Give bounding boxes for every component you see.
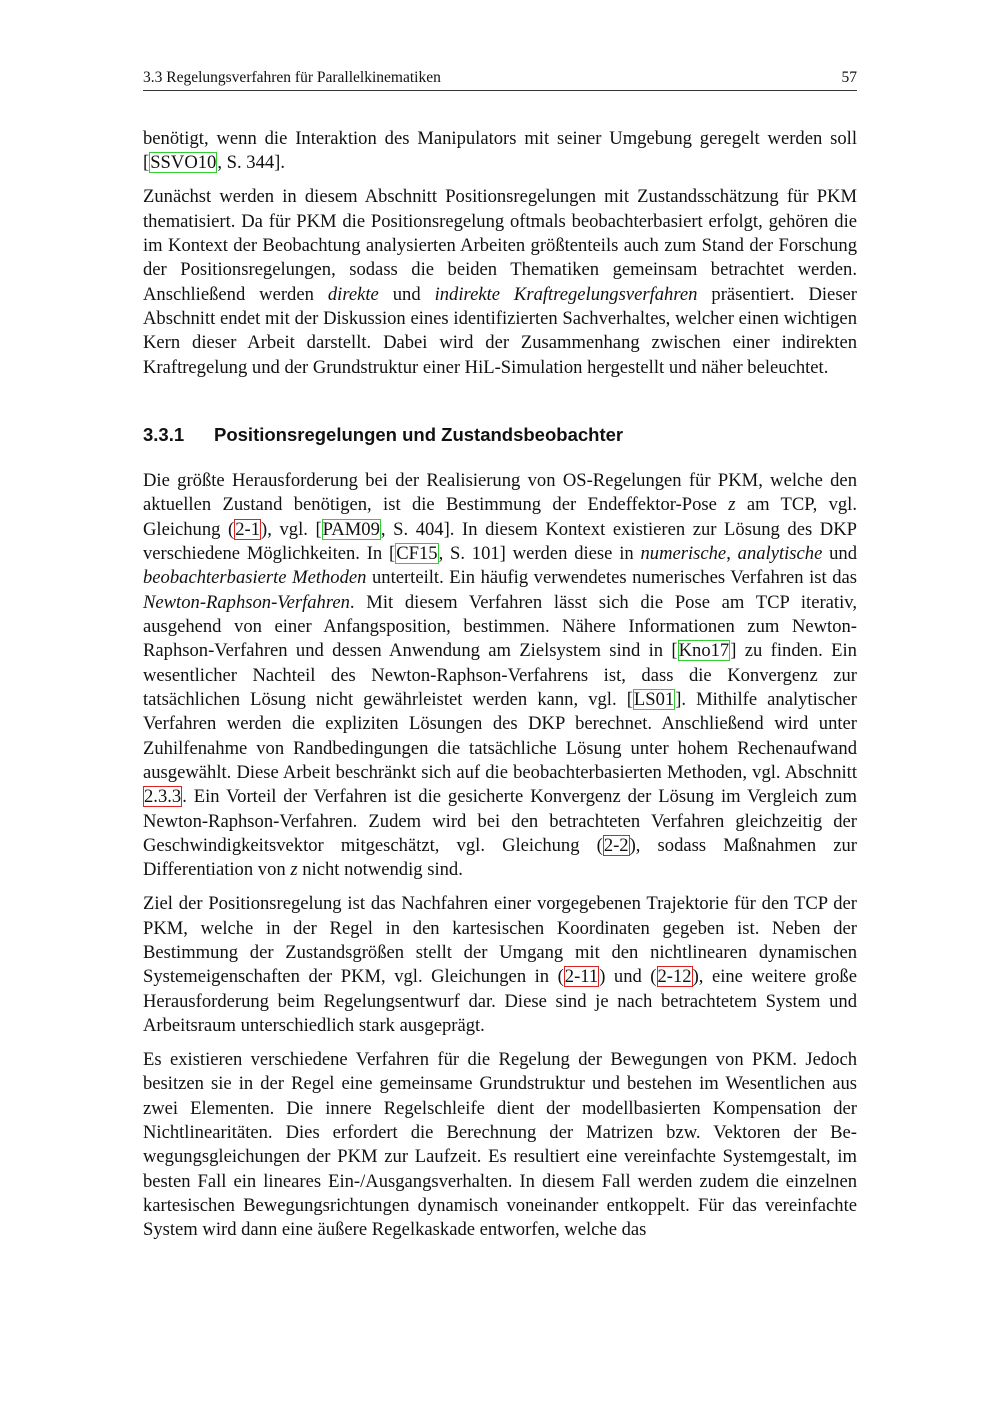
section-heading bbox=[143, 423, 857, 469]
emphasis: analytische bbox=[737, 542, 823, 564]
text-run: , S. 344]. bbox=[217, 152, 286, 174]
text-run: . Ein Vorteil der Verfahren ist die gesicherte Konvergenz der Lösung im Vergleich zum Newton-Raphson-Verfahren. Zudem wird bei den betrachteten Verfahren gleichzeitig der Geschwindigkeitsvektor mitgeschätzt, vgl. Gleichung ( bbox=[143, 786, 857, 857]
paragraph-2 bbox=[143, 185, 857, 380]
section-number: 3.3.1 bbox=[143, 423, 185, 445]
text-run: , S. 404]. In diesem Kontext existieren zur Lösung des DKP verschiedene Möglichkeiten. In [ bbox=[143, 518, 857, 564]
paragraph-3 bbox=[143, 469, 857, 883]
text-run: nicht notwendig sind. bbox=[297, 859, 463, 881]
running-head-title: 3.3 Regelungsverfahren für Parallelkinematiken bbox=[143, 69, 441, 86]
emphasis: beobachterbasierte Methoden bbox=[143, 567, 367, 589]
text-run: ] zu finden. Ein wesentlicher Nachteil des Newton-Raphson-Verfahrens ist, dass die Konvergenz zur tatsächlichen Lösung nicht gewährleistet werden kann, vgl. [ bbox=[143, 640, 857, 711]
text-run: . Mit diesem Verfahren lässt sich die Pose am TCP iterativ, ausgehend von einer Anfangsposition, bestimmen. Nähere Informationen zum Newton-Raphson-Verfahren und dessen Anwendung am Zielsystem sind in [ bbox=[143, 591, 857, 662]
paragraph-5 bbox=[143, 1048, 857, 1243]
text-run: ), eine weitere große Herausforderung beim Regelungsentwurf dar. Diese sind je nach betrachtetem System und Arbeitsraum unterschiedlich stark ausgeprägt. bbox=[143, 966, 857, 1036]
text-run: präsentiert. Dieser Abschnitt endet mit der Diskussion eines identifizierten Sachverhaltes, welcher einen wichtigen Kern dieser Arbeit darstellt. Dabei wird der Zusammenhang zwischen einer indirekten Kraftregelung und der Grundstruktur einer HiL-Simulation hergestellt und näher beleuchtet. bbox=[143, 283, 857, 378]
text-run: und bbox=[378, 283, 435, 305]
equation-link[interactable]: 2-12 bbox=[657, 966, 692, 988]
emphasis: Newton-Raphson-Verfahren bbox=[143, 591, 350, 613]
text-run: Ziel der Positionsregelung ist das Nachfahren einer vorgegebenen Trajektorie für den TCP der PKM, welche in der Regel in den kartesischen Koordinaten gegeben ist. Neben der Bestimmung der Zustandsgrößen stellt der Umgang mit den nichtlinearen dynamischen Systemeigenschaften der PKM, vgl. Gleichungen in ( bbox=[143, 893, 857, 988]
citation-link[interactable]: Kno17 bbox=[678, 640, 730, 662]
text-run: Die größte Herausforderung bei der Realisierung von OS-Regelungen für PKM, welche den aktuellen Zustand benötigen, ist die Bestimmung der Endeffektor-Pose bbox=[143, 469, 857, 516]
text-run: ]. Mithilfe analytischer Verfahren werden die expliziten Lösungen des DKP berechnet. Anschließend wird unter Zuhilfenahme von Randbedingungen die tatsächliche Lösung unter hohem Rechenaufwand ausgewählt. Diese Arbeit beschränkt sich auf die beobachterbasierten Methoden, vgl. Abschnitt bbox=[143, 689, 857, 784]
running-head bbox=[143, 68, 857, 91]
page-number: 57 bbox=[841, 69, 857, 86]
citation-link[interactable]: SSVO10 bbox=[150, 152, 217, 174]
paragraph-1 bbox=[143, 127, 857, 176]
citation-link[interactable]: PAM09 bbox=[322, 518, 380, 540]
text-run: , bbox=[726, 542, 738, 564]
emphasis: direkte bbox=[327, 283, 379, 305]
equation-link[interactable]: 2-1 bbox=[235, 518, 261, 540]
text-run: ), vgl. [ bbox=[261, 518, 322, 540]
text-run: ), sodass Maßnahmen zur Differentiation von bbox=[143, 835, 857, 881]
citation-link[interactable]: LS01 bbox=[633, 689, 675, 711]
emphasis: numerische bbox=[640, 542, 727, 564]
text-run: benötigt, wenn die Interaktion des Manipulators mit seiner Umgebung geregelt werden soll [ bbox=[143, 128, 857, 174]
text-run: unterteilt. Ein häufig verwendetes numerisches Verfahren ist das bbox=[366, 567, 857, 589]
section-title: Positionsregelungen und Zustandsbeobachter bbox=[214, 423, 624, 445]
math-variable: z bbox=[290, 859, 298, 881]
emphasis: indirekte Kraftregelungsverfahren bbox=[434, 283, 698, 305]
text-run: , S. 101] werden diese in bbox=[438, 542, 641, 564]
equation-link[interactable]: 2-11 bbox=[564, 966, 599, 988]
body-text bbox=[143, 127, 857, 1252]
section-link[interactable]: 2.3.3 bbox=[144, 786, 182, 808]
text-run: am TCP, vgl. Gleichung ( bbox=[143, 494, 857, 540]
text-run: ) und ( bbox=[599, 966, 657, 988]
math-variable: z bbox=[728, 494, 736, 516]
citation-link[interactable]: CF15 bbox=[396, 542, 438, 564]
equation-link[interactable]: 2-2 bbox=[603, 835, 629, 857]
text-run: Es existieren verschiedene Verfahren für die Regelung der Bewegungen von PKM. Jedoch besitzen sie in der Regel eine gemeinsame Grundstruktur und bestehen im Wesentlichen aus zwei Elementen. Die innere Regelschleife dient der modellbasierten Kompensation der Nichtlinearitäten. Dies erfordert die Berechnung der Matrizen bzw. Vektoren der Bewegungsgleichungen der PKM zur Laufzeit. Es resultiert eine vereinfachte Systemgestalt, im besten Fall ein lineares Ein-/Ausgangsverhalten. In diesem Fall werden zudem die einzelnen kartesischen Bewegungsrichtungen dynamisch voneinander entkoppelt. Für das vereinfachte System wird dann eine äußere Regelkaskade entworfen, welche das bbox=[143, 1048, 857, 1241]
paragraph-4 bbox=[143, 892, 857, 1038]
text-run: und bbox=[822, 542, 858, 564]
text-run: Zunächst werden in diesem Abschnitt Positionsregelungen mit Zustandsschätzung für PKM thematisiert. Da für PKM die Positionsregelung oftmals beobachterbasiert erfolgt, gehören die im Kontext der Beobachtung analysierten Arbeiten größtenteils auch zum Stand der Forschung der Positionsregelungen, sodass die beiden Thematiken gemeinsam betrachtet werden. Anschließend werden bbox=[143, 186, 857, 305]
